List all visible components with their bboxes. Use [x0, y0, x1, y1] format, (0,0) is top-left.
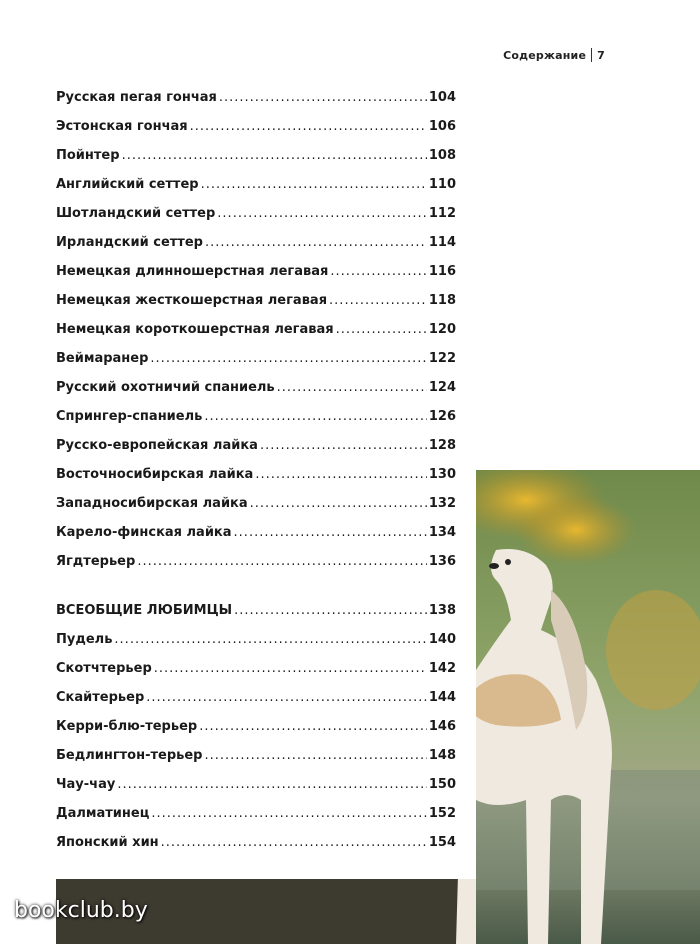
- toc-entry-page: 132: [428, 496, 456, 511]
- toc-entry-page: 140: [428, 632, 456, 647]
- toc-entry-page: 150: [428, 777, 456, 792]
- toc-entry: [56, 603, 456, 621]
- toc-entry: [56, 119, 456, 137]
- toc-entry: [56, 748, 456, 766]
- toc-leader-dots: [330, 264, 427, 279]
- header-divider: [591, 48, 592, 62]
- toc-entry-title: Английский сеттер: [56, 177, 199, 192]
- toc-leader-dots: [260, 438, 427, 453]
- toc-entry: [56, 351, 456, 369]
- toc-leader-dots: [199, 719, 427, 734]
- toc-entry: [56, 293, 456, 311]
- running-header: [503, 48, 605, 62]
- toc-entry: [56, 206, 456, 224]
- toc-entry-title: Пойнтер: [56, 148, 120, 163]
- toc-entry-title: Скотчтерьер: [56, 661, 152, 676]
- toc-entry: [56, 380, 456, 398]
- toc-entry-title: Японский хин: [56, 835, 159, 850]
- toc-entry: [56, 177, 456, 195]
- toc-entry: [56, 148, 456, 166]
- toc-entry-title: Пудель: [56, 632, 113, 647]
- toc-entry: [56, 632, 456, 650]
- toc-entry-page: 110: [428, 177, 456, 192]
- toc-leader-dots: [336, 322, 427, 337]
- section-title: Содержание: [503, 49, 587, 62]
- toc-entry-page: 138: [428, 603, 456, 618]
- toc-entry-page: 148: [428, 748, 456, 763]
- toc-entry-title: Карело-финская лайка: [56, 525, 232, 540]
- toc-entry-title: Шотландский сеттер: [56, 206, 216, 221]
- toc-entry-page: 112: [428, 206, 456, 221]
- toc-entry-page: 120: [428, 322, 456, 337]
- toc-entry: [56, 690, 456, 708]
- watermark: bookclub.by: [14, 898, 148, 923]
- toc-leader-dots: [154, 661, 427, 676]
- toc-entry: [56, 525, 456, 543]
- toc-entry: [56, 409, 456, 427]
- toc-entry-title: Керри-блю-терьер: [56, 719, 198, 734]
- toc-entry-page: 124: [428, 380, 456, 395]
- toc-entry-page: 142: [428, 661, 456, 676]
- toc-entry: [56, 438, 456, 456]
- toc-entry-title: Ягдтерьер: [56, 554, 136, 569]
- toc-entry-page: 144: [428, 690, 456, 705]
- toc-entry-title: Русский охотничий спаниель: [56, 380, 275, 395]
- toc-entry: [56, 806, 456, 824]
- toc-leader-dots: [205, 235, 427, 250]
- toc-leader-dots: [137, 554, 427, 569]
- toc-leader-dots: [277, 380, 427, 395]
- toc-leader-dots: [219, 90, 427, 105]
- toc-entry-title: Веймаранер: [56, 351, 149, 366]
- toc-entry-title: ВСЕОБЩИЕ ЛЮБИМЦЫ: [56, 603, 233, 618]
- toc-entry-page: 146: [428, 719, 456, 734]
- toc-entry-title: Ирландский сеттер: [56, 235, 203, 250]
- toc-leader-dots: [150, 351, 426, 366]
- toc-leader-dots: [234, 603, 427, 618]
- toc-entry-page: 154: [428, 835, 456, 850]
- toc-leader-dots: [161, 835, 427, 850]
- toc-entry-page: 116: [428, 264, 456, 279]
- toc-leader-dots: [250, 496, 427, 511]
- toc-leader-dots: [217, 206, 427, 221]
- toc-leader-dots: [117, 777, 427, 792]
- toc-leader-dots: [190, 119, 427, 134]
- toc-entry-title: Эстонская гончая: [56, 119, 188, 134]
- toc-entry-page: 114: [428, 235, 456, 250]
- toc-entry-title: Бедлингтон-терьер: [56, 748, 203, 763]
- toc-entry-title: Немецкая жесткошерстная легавая: [56, 293, 328, 308]
- toc-entry-title: Немецкая короткошерстная легавая: [56, 322, 334, 337]
- toc-leader-dots: [114, 632, 426, 647]
- toc-entry-page: 134: [428, 525, 456, 540]
- toc-entry: [56, 264, 456, 282]
- page-number: 7: [597, 49, 605, 62]
- toc-entry: [56, 554, 456, 572]
- toc-leader-dots: [204, 748, 426, 763]
- toc-entry-page: 108: [428, 148, 456, 163]
- toc-entry-title: Скайтерьер: [56, 690, 145, 705]
- toc-leader-dots: [234, 525, 427, 540]
- toc-entry-title: Чау-чау: [56, 777, 116, 792]
- toc-entry-title: Спрингер-спаниель: [56, 409, 203, 424]
- toc-entry-page: 106: [428, 119, 456, 134]
- toc-entry-page: 136: [428, 554, 456, 569]
- toc-leader-dots: [122, 148, 427, 163]
- toc-entry-title: Западносибирская лайка: [56, 496, 248, 511]
- toc-entry: [56, 835, 456, 853]
- toc-entry-page: 122: [428, 351, 456, 366]
- toc-leader-dots: [151, 806, 427, 821]
- toc-entry-title: Немецкая длинношерстная легавая: [56, 264, 329, 279]
- toc-entry-page: 118: [428, 293, 456, 308]
- toc-entry: [56, 661, 456, 679]
- toc-entry-title: Русско-европейская лайка: [56, 438, 258, 453]
- toc-entry: [56, 90, 456, 108]
- toc-entry-page: 152: [428, 806, 456, 821]
- toc-entry-page: 126: [428, 409, 456, 424]
- toc-leader-dots: [329, 293, 427, 308]
- toc-entry-title: Русская пегая гончая: [56, 90, 217, 105]
- toc-entry: [56, 322, 456, 340]
- toc-entry: [56, 467, 456, 485]
- toc-entry-title: Далматинец: [56, 806, 150, 821]
- toc-entry: [56, 719, 456, 737]
- toc-entry-title: Восточносибирская лайка: [56, 467, 254, 482]
- toc-entry-page: 128: [428, 438, 456, 453]
- toc-leader-dots: [204, 409, 427, 424]
- toc-leader-dots: [201, 177, 427, 192]
- toc-leader-dots: [146, 690, 427, 705]
- toc-entry-page: 104: [428, 90, 456, 105]
- toc-leader-dots: [255, 467, 427, 482]
- toc-entry: [56, 496, 456, 514]
- toc-entry: [56, 235, 456, 253]
- toc-entry: [56, 777, 456, 795]
- toc-entry-page: 130: [428, 467, 456, 482]
